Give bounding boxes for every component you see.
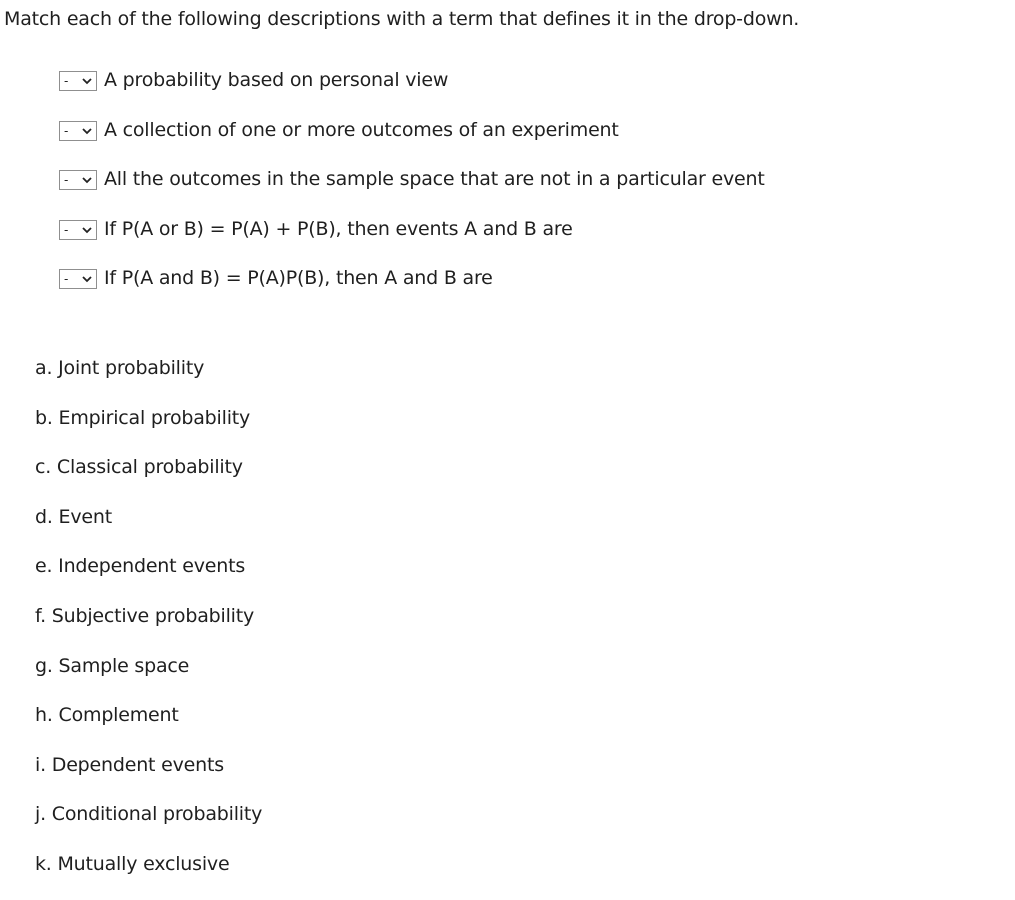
term-option: d. Event	[35, 505, 112, 528]
dropdown-selected-value: -	[64, 74, 69, 88]
answer-dropdown[interactable]	[59, 121, 97, 141]
term-option: e. Independent events	[35, 555, 246, 578]
term-option: a. Joint probability	[35, 357, 205, 379]
question-description: A collection of one or more outcomes of an experiment	[104, 118, 619, 141]
question-description: If P(A or B) = P(A) + P(B), then events A and B are	[104, 217, 573, 240]
question-description: A probability based on personal view	[104, 69, 449, 91]
question-description: All the outcomes in the sample space that are not in a particular event	[104, 168, 765, 190]
match-question-row	[59, 66, 765, 116]
match-question-row	[59, 264, 765, 314]
match-question-row	[59, 116, 765, 166]
dropdown-selected-value: -	[64, 123, 69, 138]
term-option: g. Sample space	[35, 654, 190, 677]
dropdown-selected-value: -	[64, 173, 69, 187]
chevron-down-icon	[81, 75, 93, 87]
question-description: If P(A and B) = P(A)P(B), then A and B are	[104, 267, 493, 289]
term-option: j. Conditional probability	[35, 803, 263, 826]
answer-dropdown[interactable]	[59, 71, 97, 91]
term-option: k. Mutually exclusive	[35, 852, 230, 875]
chevron-down-icon	[81, 273, 93, 285]
instructions-text: Match each of the following descriptions with a term that defines it in the drop-down.	[4, 8, 800, 30]
answer-dropdown[interactable]	[59, 170, 97, 190]
dropdown-selected-value: -	[64, 272, 69, 286]
chevron-down-icon	[81, 224, 93, 236]
term-option: i. Dependent events	[35, 753, 224, 776]
match-question-row	[59, 215, 765, 265]
answer-dropdown[interactable]	[59, 269, 97, 289]
term-option: b. Empirical probability	[35, 406, 251, 429]
term-option: h. Complement	[35, 704, 179, 727]
term-option: c. Classical probability	[35, 456, 243, 479]
chevron-down-icon	[81, 174, 93, 186]
dropdown-selected-value: -	[64, 222, 69, 237]
match-question-row	[59, 165, 765, 215]
term-option-list	[35, 354, 262, 900]
match-question-list	[59, 66, 765, 314]
term-option: f. Subjective probability	[35, 604, 255, 627]
answer-dropdown[interactable]	[59, 220, 97, 240]
chevron-down-icon	[81, 125, 93, 137]
